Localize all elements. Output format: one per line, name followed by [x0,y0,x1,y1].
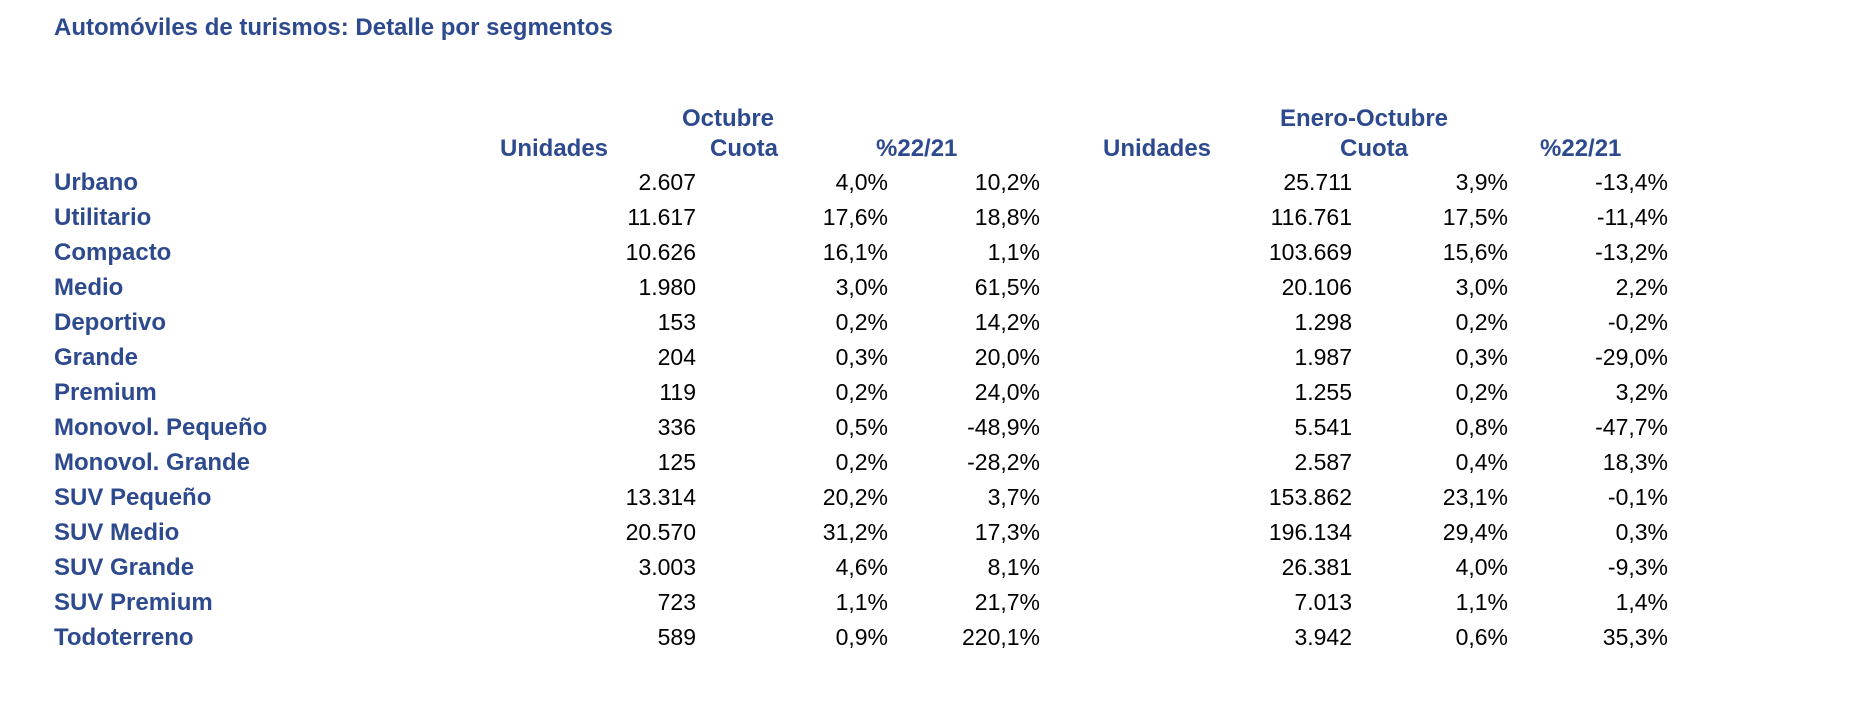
change-cell: 1,1% [987,239,1040,265]
segment-name: Urbano [54,168,138,196]
share-ytd-cell: 0,2% [1455,379,1508,405]
change-cell: 24,0% [974,379,1040,405]
share-ytd-cell: 0,4% [1455,449,1508,475]
units-ytd-cell: 1.255 [1294,379,1352,405]
units-cell: 20.570 [625,519,696,545]
units-cell: 13.314 [625,484,696,510]
change-ytd-cell: 2,2% [1615,274,1668,300]
column-header-share-ytd: Cuota [1340,135,1408,162]
segment-name: Monovol. Grande [54,448,251,476]
change-ytd-cell: 18,3% [1602,449,1668,475]
table-row [54,340,1668,375]
share-ytd-cell: 23,1% [1442,484,1508,510]
change-ytd-cell: -47,7% [1595,414,1668,440]
table-row [54,410,1668,445]
page-title: Automóviles de turismos: Detalle por segmentos [54,14,613,41]
change-cell: 21,7% [974,589,1040,615]
change-ytd-cell: -11,4% [1596,204,1668,230]
units-cell: 336 [657,414,696,440]
segment-name: Monovol. Pequeño [54,413,268,441]
units-cell: 2.607 [638,169,696,195]
table-row [54,200,1668,235]
share-ytd-cell: 0,6% [1455,624,1508,650]
units-cell: 204 [657,344,696,370]
share-cell: 0,2% [835,309,888,335]
units-cell: 125 [657,449,696,475]
segments-table [54,165,1668,655]
share-cell: 0,2% [835,449,888,475]
units-cell: 589 [657,624,696,650]
share-cell: 20,2% [822,484,888,510]
table-row [54,270,1668,305]
units-ytd-cell: 25.711 [1283,169,1352,195]
table-row [54,585,1668,620]
change-cell: 14,2% [974,309,1040,335]
share-ytd-cell: 29,4% [1442,519,1508,545]
segment-name: Grande [54,343,139,371]
units-cell: 1.980 [638,274,696,300]
change-ytd-cell: -13,2% [1595,239,1668,265]
change-cell: 10,2% [974,169,1040,195]
units-ytd-cell: 20.106 [1281,274,1352,300]
segment-name: Deportivo [54,308,167,336]
change-ytd-cell: -29,0% [1595,344,1668,370]
share-ytd-cell: 0,3% [1455,344,1508,370]
share-cell: 17,6% [822,204,888,230]
change-cell: 17,3% [974,519,1040,545]
segment-name: Premium [54,378,157,406]
share-cell: 0,2% [835,379,888,405]
column-header-units: Unidades [500,135,609,162]
table-row [54,620,1668,655]
table-row [54,550,1668,585]
segment-name: SUV Medio [54,518,180,546]
segment-name: Medio [54,273,124,301]
units-cell: 11.617 [627,204,696,230]
units-ytd-cell: 3.942 [1294,624,1352,650]
change-ytd-cell: 0,3% [1615,519,1668,545]
table-row [54,305,1668,340]
table-row [54,165,1668,200]
units-ytd-cell: 1.987 [1294,344,1352,370]
column-header-share: Cuota [710,135,778,162]
table-row [54,445,1668,480]
column-header-change: %22/21 [876,135,958,162]
table-row [54,480,1668,515]
segments-table-body [54,165,1668,655]
change-cell: 3,7% [987,484,1040,510]
share-cell: 3,0% [835,274,888,300]
group-header-month: Octubre [682,105,775,132]
table-row [54,515,1668,550]
units-cell: 3.003 [638,554,696,580]
units-cell: 10.626 [625,239,696,265]
units-ytd-cell: 1.298 [1294,309,1352,335]
units-cell: 723 [657,589,696,615]
share-ytd-cell: 1,1% [1455,589,1508,615]
share-cell: 0,9% [835,624,888,650]
share-ytd-cell: 3,0% [1455,274,1508,300]
share-ytd-cell: 0,8% [1455,414,1508,440]
units-cell: 119 [659,379,696,405]
change-ytd-cell: -13,4% [1595,169,1668,195]
segment-name: SUV Grande [54,553,195,581]
change-cell: -28,2% [967,449,1040,475]
table-row [54,375,1668,410]
change-ytd-cell: 35,3% [1602,624,1668,650]
units-ytd-cell: 153.862 [1268,484,1352,510]
share-ytd-cell: 4,0% [1455,554,1508,580]
share-cell: 0,3% [835,344,888,370]
units-ytd-cell: 2.587 [1294,449,1352,475]
segment-name: Todoterreno [54,623,194,651]
column-header-change-ytd: %22/21 [1540,135,1622,162]
units-ytd-cell: 7.013 [1294,589,1352,615]
share-cell: 16,1% [822,239,888,265]
share-cell: 4,6% [835,554,888,580]
share-ytd-cell: 0,2% [1455,309,1508,335]
change-cell: 8,1% [987,554,1040,580]
segment-name: SUV Pequeño [54,483,212,511]
table-row [54,235,1668,270]
change-cell: 20,0% [974,344,1040,370]
segment-name: SUV Premium [54,588,213,616]
change-ytd-cell: 3,2% [1615,379,1668,405]
units-ytd-cell: 5.541 [1294,414,1352,440]
change-cell: 61,5% [974,274,1040,300]
change-ytd-cell: -9,3% [1607,554,1668,580]
share-cell: 1,1% [835,589,888,615]
change-ytd-cell: -0,1% [1607,484,1668,510]
change-ytd-cell: -0,2% [1607,309,1668,335]
share-ytd-cell: 15,6% [1442,239,1508,265]
share-cell: 4,0% [835,169,888,195]
units-ytd-cell: 103.669 [1268,239,1352,265]
change-cell: 18,8% [974,204,1040,230]
share-ytd-cell: 17,5% [1442,204,1508,230]
share-cell: 0,5% [835,414,888,440]
segment-name: Utilitario [54,203,152,231]
change-cell: 220,1% [961,624,1040,650]
share-ytd-cell: 3,9% [1455,169,1508,195]
units-ytd-cell: 196.134 [1268,519,1352,545]
group-header-ytd: Enero-Octubre [1280,105,1449,132]
share-cell: 31,2% [822,519,888,545]
column-header-units-ytd: Unidades [1103,135,1212,162]
segment-name: Compacto [54,238,172,266]
units-ytd-cell: 116.761 [1270,204,1352,230]
change-ytd-cell: 1,4% [1615,589,1668,615]
units-cell: 153 [657,309,696,335]
units-ytd-cell: 26.381 [1281,554,1352,580]
change-cell: -48,9% [967,414,1040,440]
